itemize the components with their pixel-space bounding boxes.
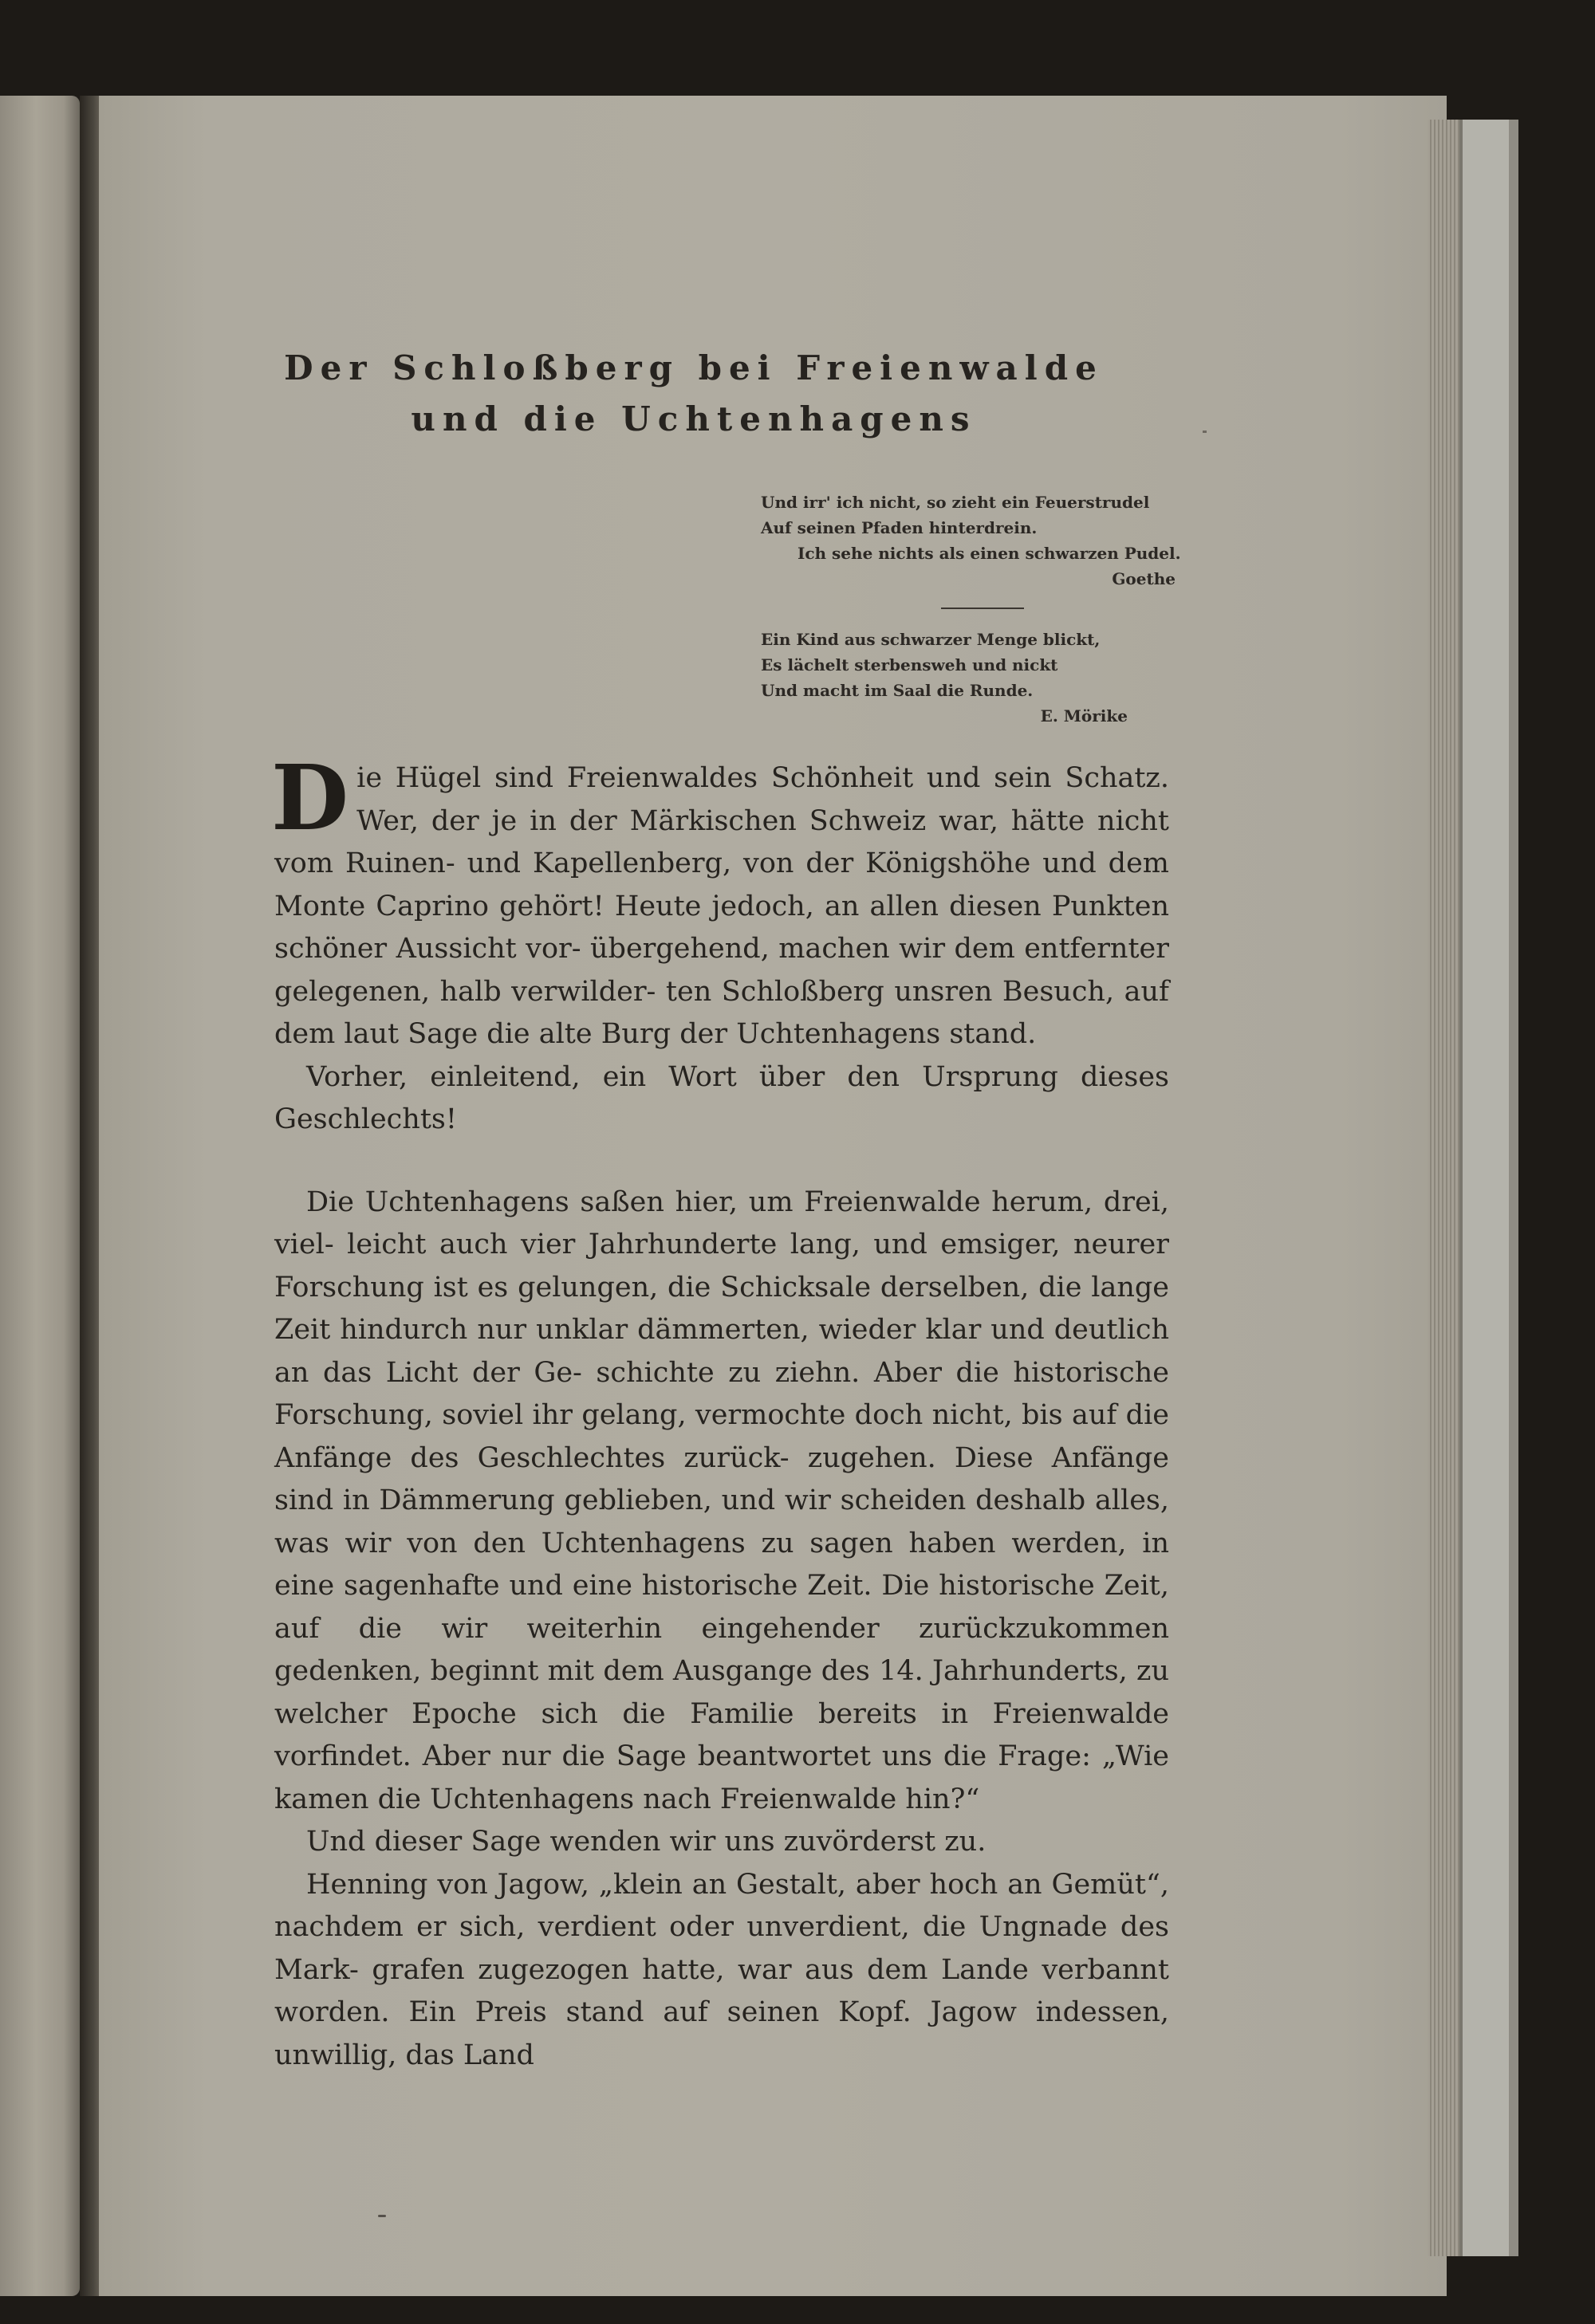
book-cover-edge	[1509, 120, 1518, 2256]
chapter-title	[239, 343, 1148, 445]
chapter-title-line-2: und die Uchtenhagens	[411, 399, 977, 438]
epigraph-line: Ich sehe nichts als einen schwarzen Pudel.	[798, 544, 1181, 563]
epigraph-author: E. Mörike	[1040, 706, 1128, 726]
epigraph-divider	[941, 608, 1024, 609]
page-speck	[378, 2215, 386, 2217]
epigraph-line: Auf seinen Pfaden hinterdrein.	[761, 518, 1038, 537]
epigraph-line: Es lächelt sterbensweh und nickt	[761, 655, 1058, 674]
page-stack-edges	[1428, 120, 1459, 2256]
epigraph-line: Ein Kind aus schwarzer Menge blickt,	[761, 630, 1101, 649]
section-gap	[274, 1142, 1169, 1182]
epigraph-moerike	[761, 627, 1128, 729]
paragraph: Und dieser Sage wenden wir uns zuvörderst zu.	[306, 1826, 987, 1858]
paragraph-text: ie Hügel sind Freienwaldes Schönheit und sein Schatz. Wer, der je in der Märkischen Schweiz war, hätte nicht vom Ruinen- und Kapellenberg, von der Königshöhe und dem Monte Caprino gehört! Heute jedoch, an allen diesen Punkten schöner Aussicht vor- übergehend, machen wir dem entfernter gelegenen, halb verwilder- ten Schloßberg unsren Besuch, auf dem laut Sage die alte Burg der Uchtenhagens stand.	[274, 762, 1169, 1050]
epigraph-goethe	[761, 490, 1181, 592]
body-text	[271, 746, 1169, 2077]
drop-cap: D	[271, 746, 349, 851]
paragraph: Die Uchtenhagens saßen hier, um Freienwalde herum, drei, viel- leicht auch vier Jahrhunderte lang, und emsiger, neurer Forschung ist es gelungen, die Schicksale derselben, die lange Zeit hindurch nur unklar dämmerten, wieder klar und deutlich an das Licht der Ge- schichte zu ziehn. Aber die historische Forschung, soviel ihr gelang, vermochte doch nicht, bis auf die Anfänge des Geschlechtes zurück- zugehen. Diese Anfänge sind in Dämmerung geblieben, und wir scheiden deshalb alles, was wir von den Uchtenhagens zu sagen haben werden, in eine sagenhafte und eine historische Zeit. Die historische Zeit, auf die wir weiterhin eingehender zurückzukommen gedenken, beginnt mit dem Ausgange des 14. Jahrhunderts, zu welcher Epoche sich die Familie bereits in Freienwalde vorfindet. Aber nur die Sage beantwortet uns die Frage: „Wie kamen die Uchtenhagens nach Freienwalde hin?“	[274, 1186, 1169, 1815]
paragraph: Vorher, einleitend, ein Wort über den Ursprung dieses Geschlechts!	[274, 1060, 1169, 1135]
chapter-title-line-1: Der Schloßberg bei Freienwalde	[284, 348, 1104, 387]
paragraph: Henning von Jagow, „klein an Gestalt, aber hoch an Gemüt“, nachdem er sich, verdient oder unverdient, die Ungnade des Mark- grafen zugezogen hatte, war aus dem Lande verbannt worden. Ein Preis stand auf seinen Kopf. Jagow indessen, unwillig, das Land	[274, 1868, 1169, 2071]
epigraph-author: Goethe	[1112, 569, 1176, 588]
epigraph-line: Und irr' ich nicht, so zieht ein Feuerstrudel	[761, 493, 1150, 512]
page-speck	[1203, 431, 1207, 433]
epigraph-line: Und macht im Saal die Runde.	[761, 681, 1034, 700]
book-cover	[1459, 120, 1512, 2256]
paragraph	[271, 746, 1169, 1056]
left-page-edge	[0, 96, 80, 2296]
